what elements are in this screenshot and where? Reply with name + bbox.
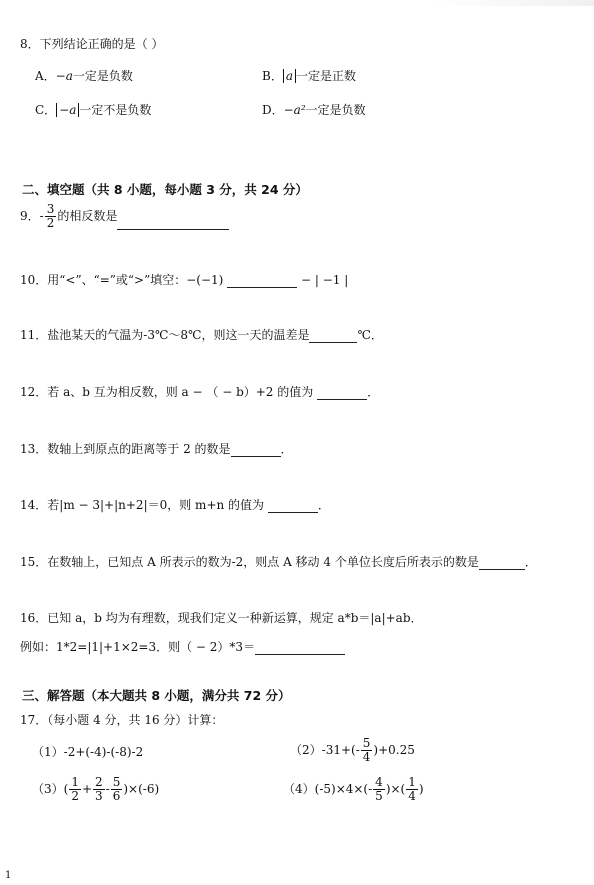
q17-part-2: （2）-31+(- $\frac{5}{4}$ )+0.25 (290, 736, 415, 764)
q14: 14．若|m − 3|+|n+2|＝0，则 m+n 的值为 ． (20, 498, 330, 512)
q17-part-4: （4）(-5)×4×(- $\frac{4}{5}$ )×( $\frac{1}{4}$ ) (283, 775, 424, 803)
q12-answer-blank[interactable] (317, 387, 367, 400)
q8-stem: 8．下列结论正确的是（ ） (20, 37, 164, 51)
q15-answer-blank[interactable] (479, 557, 525, 570)
q15: 15．在数轴上，已知点 A 所表示的数为-2，则点 A 移动 4 个单位长度后所表示的数是 ． (20, 555, 537, 569)
scan-artifact (430, 0, 594, 6)
q9-fraction: $\frac{3}{2}$ (46, 202, 55, 230)
q8-option-b: B． a 一定是正数 (262, 69, 356, 83)
q17-part-1: （1）-2+(-4)-(-8)-2 (32, 745, 144, 759)
q11: 11．盐池某天的气温为-3℃～8℃，则这一天的温差是 ℃． (20, 328, 383, 342)
q16-line2: 例如：1*2=|1|+1×2=3．则（ − 2）*3＝ (20, 639, 345, 655)
section-2-title: 二、填空题（共 8 小题，每小题 3 分，共 24 分） (22, 182, 308, 197)
q8-option-c: C． −a 一定不是负数 (35, 103, 152, 117)
q16-answer-blank[interactable] (255, 642, 345, 655)
q8-option-d: D．−a²一定是负数 (262, 103, 366, 117)
section-3-title: 三、解答题（本大题共 8 小题，满分共 72 分） (22, 688, 291, 703)
q13: 13．数轴上到原点的距离等于 2 的数是 ． (20, 442, 293, 456)
q17-stem: 17．（每小题 4 分，共 16 分）计算： (20, 713, 224, 727)
q8-option-a: A．−a一定是负数 (35, 69, 133, 83)
q9: 9．- $\frac{3}{2}$ 的相反数是 (20, 203, 229, 230)
q12: 12．若 a、b 互为相反数，则 a − （ − b）+2 的值为 ． (20, 385, 380, 399)
q13-answer-blank[interactable] (231, 444, 281, 457)
q16-line1: 16．已知 a，b 均为有理数，现我们定义一种新运算，规定 a*b＝|a|+ab． (20, 611, 423, 625)
q10: 10．用“<”、“=”或“>”填空：−(−1) − | −1 | (20, 273, 349, 287)
q9-answer-blank[interactable] (117, 217, 229, 230)
q14-answer-blank[interactable] (268, 500, 318, 513)
q10-answer-blank[interactable] (227, 275, 297, 288)
q17-part-3: （3）( $\frac{1}{2}$ + $\frac{2}{3}$ - $\frac{5}{6}$ )×(-6) (32, 775, 160, 803)
page-number: 1 (5, 870, 12, 881)
q11-answer-blank[interactable] (309, 330, 357, 343)
